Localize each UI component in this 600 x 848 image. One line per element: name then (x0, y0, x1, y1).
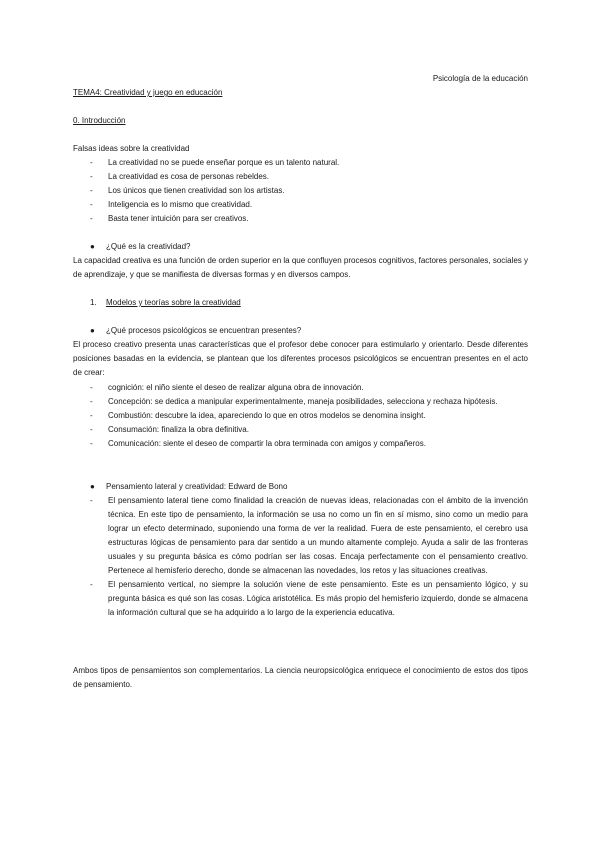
list-item: - El pensamiento lateral tiene como finalidad la creación de nuevas ideas, relacionadas con el ámbito de la invención técnica. En este tipo de pensamiento, la información se usa no como un fin en sí mismo, sino como un medio para lograr un efecto determinado, suponiendo una forma de ver la realidad. Fuera de este pensamiento, el cerebro usa estructuras lógicas de pensamiento para dar sentido a un mundo altamente complejo. Ayuda a salir de las fronteras usuales y su pregunta básica es cómo podrían ser las cosas. Encaja perfectamente con el pensamiento creativo. Pertenece al hemisferio derecho, donde se almacenan las novedades, los retos y las situaciones creativas. (90, 496, 528, 575)
false-ideas-heading: Falsas ideas sobre la creatividad (73, 144, 190, 153)
list-item: - Comunicación: siente el deseo de compartir la obra terminada con amigos y compañeros. (90, 439, 426, 448)
list-item: - Consumación: finaliza la obra definitiva. (90, 425, 249, 434)
bullet-icon: ● (90, 326, 95, 335)
bullet-icon: ● (90, 242, 95, 251)
processes-paragraph: El proceso creativo presenta unas características que el profesor debe conocer para estimularlo y orientarlo. Desde diferentes posiciones basadas en la evidencia, se plantean que los diferentes procesos psicológicos se encuentran presentes en el acto de crear: (73, 340, 528, 377)
bullet-icon: ● (90, 482, 95, 491)
list-item: - Combustión: descubre la idea, apareciendo lo que en otros modelos se denomina insight. (90, 411, 426, 420)
lateral-list (90, 494, 528, 620)
list-item: - La creatividad es cosa de personas rebeldes. (90, 172, 269, 181)
list-item: - Inteligencia es lo mismo que creatividad. (90, 200, 253, 209)
subject-header: Psicología de la educación (432, 74, 528, 83)
false-ideas-list (90, 156, 528, 226)
list-item: - La creatividad no se puede enseñar porque es un talento natural. (90, 158, 340, 167)
list-item: - Concepción: se dedica a manipular experimentalmente, maneja posibilidades, selecciona y rechaza hipótesis. (90, 397, 498, 406)
section-0-heading: 0. Introducción (73, 116, 126, 125)
list-item: - cognición: el niño siente el deseo de realizar alguna obra de innovación. (90, 383, 364, 392)
processes-list (90, 381, 528, 451)
conclusion-paragraph: Ambos tipos de pensamientos son complementarios. La ciencia neuropsicológica enriquece el conocimiento de estos dos tipos de pensamiento. (73, 666, 528, 689)
what-is-answer: La capacidad creativa es una función de orden superior en la que confluyen procesos cognitivos, factores personales, sociales y de aprendizaje, y que se manifiesta de diversas formas y en diversos campos. (73, 256, 528, 279)
list-item: - Los únicos que tienen creatividad son los artistas. (90, 186, 285, 195)
list-item: - Basta tener intuición para ser creativos. (90, 214, 249, 223)
list-item: - El pensamiento vertical, no siempre la solución viene de este pensamiento. Este es un pensamiento lógico, y su pregunta básica es qué son las cosas. Lógica aristotélica. Es más propio del hemisferio izquierdo, donde se almacena la información cultural que se ha adquirido a lo largo de la experiencia educativa. (90, 580, 528, 617)
document-title: TEMA4: Creatividad y juego en educación (73, 88, 223, 97)
